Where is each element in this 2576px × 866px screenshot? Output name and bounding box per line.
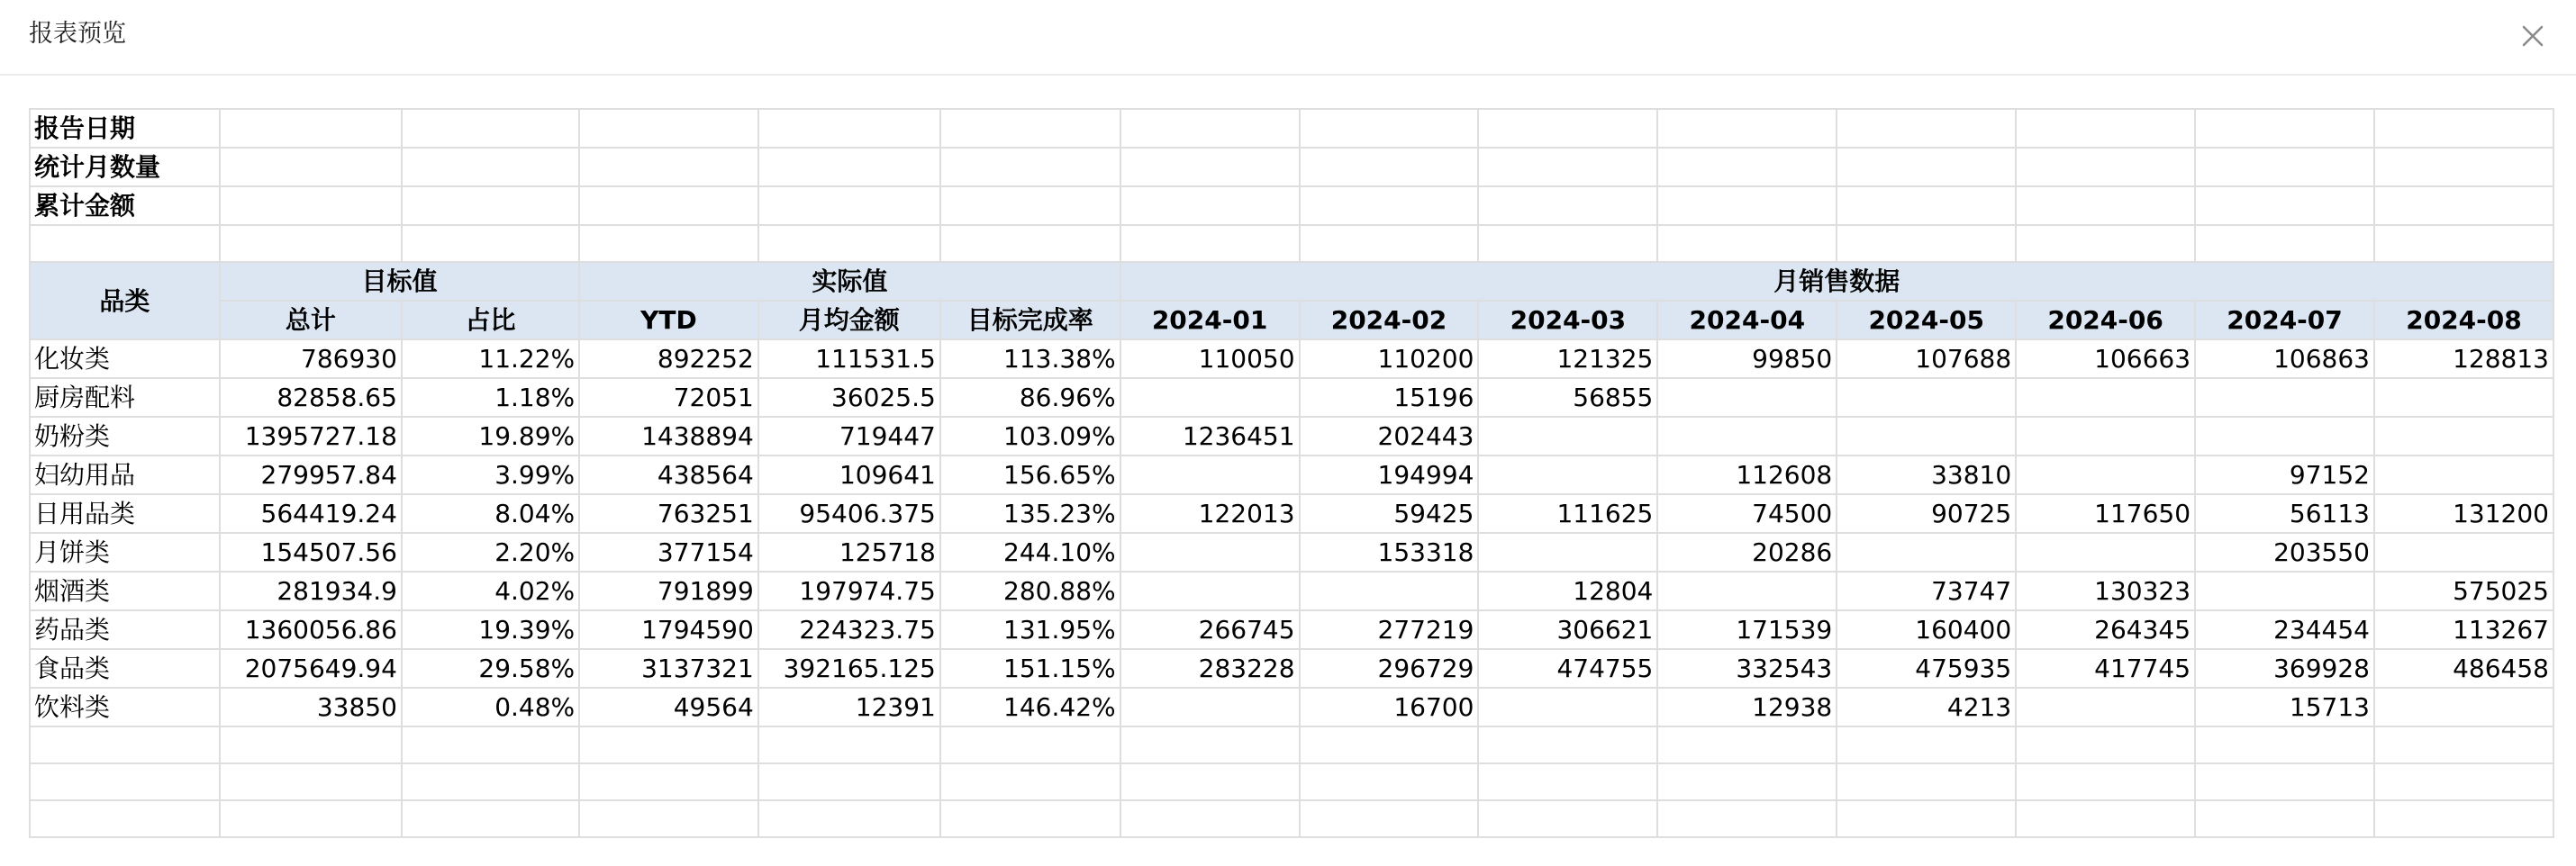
report-sheet[interactable] [29,108,2554,866]
empty-cell[interactable] [2195,109,2374,148]
month-header-6[interactable]: 2024-06 [2016,301,2195,339]
month-value-cell[interactable]: 203550 [2195,533,2374,572]
table-row [30,688,2553,726]
month-value-cell[interactable]: 110050 [1120,339,1300,378]
ytd-header[interactable]: YTD [579,301,758,339]
empty-cell[interactable] [1120,109,1300,148]
monthly-avg-cell[interactable]: 111531.5 [758,339,940,378]
empty-cell[interactable] [402,800,579,837]
empty-cell[interactable] [402,225,579,262]
ytd-cell[interactable]: 763251 [579,494,758,533]
empty-cell[interactable] [2195,800,2374,837]
month-value-cell[interactable]: 417745 [2016,649,2195,688]
completion-rate-cell[interactable]: 135.23% [940,494,1120,533]
month-count-value[interactable] [220,148,402,186]
empty-cell[interactable] [1478,800,1657,837]
total-cell[interactable]: 2075649.94 [220,649,402,688]
empty-cell[interactable] [2374,225,2553,262]
ytd-cell[interactable]: 3137321 [579,649,758,688]
month-value-cell[interactable]: 106863 [2195,339,2374,378]
empty-cell[interactable] [1120,186,1300,225]
category-cell[interactable]: 厨房配料 [30,378,220,417]
monthly-avg-cell[interactable]: 36025.5 [758,378,940,417]
table-row [30,456,2553,494]
completion-rate-cell[interactable]: 103.09% [940,417,1120,456]
empty-cell[interactable] [2016,800,2195,837]
month-value-cell[interactable]: 117650 [2016,494,2195,533]
column-header-row [30,301,2553,339]
month-header-1[interactable]: 2024-01 [1120,301,1300,339]
empty-cell[interactable] [1300,186,1479,225]
empty-cell[interactable] [1837,726,2016,763]
month-value-cell[interactable]: 575025 [2374,572,2553,610]
month-value-cell[interactable]: 112608 [1657,456,1837,494]
report-table [29,108,2554,838]
month-value-cell[interactable]: 131200 [2374,494,2553,533]
total-cell[interactable]: 1360056.86 [220,610,402,649]
summary-row-total-amount [30,186,2553,225]
monthly-avg-cell[interactable]: 197974.75 [758,572,940,610]
empty-cell[interactable] [2195,763,2374,800]
month-header-2[interactable]: 2024-02 [1300,301,1479,339]
empty-cell[interactable] [2016,186,2195,225]
completion-rate-cell[interactable]: 244.10% [940,533,1120,572]
month-value-cell[interactable]: 160400 [1837,610,2016,649]
month-value-cell[interactable] [2016,378,2195,417]
empty-cell[interactable] [579,763,758,800]
category-cell[interactable]: 奶粉类 [30,417,220,456]
spacer-row [30,225,2553,262]
empty-cell[interactable] [2374,109,2553,148]
month-value-cell[interactable]: 264345 [2016,610,2195,649]
share-cell[interactable]: 19.89% [402,417,579,456]
month-value-cell[interactable]: 107688 [1837,339,2016,378]
month-value-cell[interactable]: 16700 [1300,688,1479,726]
month-value-cell[interactable] [1478,533,1657,572]
share-header[interactable]: 占比 [402,301,579,339]
month-value-cell[interactable]: 113267 [2374,610,2553,649]
ytd-cell[interactable]: 377154 [579,533,758,572]
empty-cell[interactable] [220,225,402,262]
share-cell[interactable]: 29.58% [402,649,579,688]
empty-cell[interactable] [1837,186,2016,225]
month-value-cell[interactable]: 234454 [2195,610,2374,649]
share-cell[interactable]: 19.39% [402,610,579,649]
actual-group-header[interactable]: 实际值 [579,262,1120,301]
month-value-cell[interactable] [2374,378,2553,417]
empty-cell[interactable] [1657,763,1837,800]
empty-cell[interactable] [1657,225,1837,262]
empty-cell[interactable] [1837,109,2016,148]
month-value-cell[interactable] [1837,533,2016,572]
month-value-cell[interactable]: 121325 [1478,339,1657,378]
month-header-7[interactable]: 2024-07 [2195,301,2374,339]
month-value-cell[interactable] [2374,456,2553,494]
empty-cell[interactable] [2016,148,2195,186]
category-cell[interactable]: 日用品类 [30,494,220,533]
empty-cell[interactable] [1300,800,1479,837]
share-cell[interactable]: 4.02% [402,572,579,610]
table-row [30,610,2553,649]
table-row [30,533,2553,572]
ytd-cell[interactable]: 1794590 [579,610,758,649]
month-value-cell[interactable] [2016,688,2195,726]
month-value-cell[interactable]: 475935 [1837,649,2016,688]
empty-cell[interactable] [1300,109,1479,148]
share-cell[interactable]: 2.20% [402,533,579,572]
empty-cell[interactable] [402,763,579,800]
empty-cell[interactable] [758,763,940,800]
month-value-cell[interactable]: 12804 [1478,572,1657,610]
month-value-cell[interactable]: 296729 [1300,649,1479,688]
empty-cell[interactable] [2016,763,2195,800]
table-row [30,649,2553,688]
completion-rate-cell[interactable]: 151.15% [940,649,1120,688]
category-cell[interactable]: 食品类 [30,649,220,688]
month-value-cell[interactable]: 111625 [1478,494,1657,533]
empty-cell[interactable] [1120,225,1300,262]
summary-cell[interactable] [402,109,579,148]
month-value-cell[interactable]: 277219 [1300,610,1479,649]
completion-rate-cell[interactable]: 156.65% [940,456,1120,494]
table-row [30,417,2553,456]
empty-cell[interactable] [940,763,1120,800]
ytd-cell[interactable]: 791899 [579,572,758,610]
month-value-cell[interactable]: 202443 [1300,417,1479,456]
completion-rate-cell[interactable]: 146.42% [940,688,1120,726]
empty-cell[interactable] [579,800,758,837]
empty-cell[interactable] [2374,763,2553,800]
total-cell[interactable]: 279957.84 [220,456,402,494]
month-value-cell[interactable] [1120,456,1300,494]
summary-row-report-date [30,109,2553,148]
completion-rate-cell[interactable]: 280.88% [940,572,1120,610]
report-date-value[interactable] [220,109,402,148]
empty-cell[interactable] [220,726,402,763]
month-value-cell[interactable] [2195,417,2374,456]
share-cell[interactable]: 3.99% [402,456,579,494]
empty-cell[interactable] [2195,148,2374,186]
empty-cell[interactable] [402,726,579,763]
total-amount-label: 累计金额 [30,186,220,225]
empty-cell[interactable] [579,186,758,225]
month-value-cell[interactable] [1120,572,1300,610]
empty-cell[interactable] [1478,109,1657,148]
month-value-cell[interactable] [2374,533,2553,572]
monthly-avg-cell[interactable]: 95406.375 [758,494,940,533]
empty-cell[interactable] [758,726,940,763]
group-header-row [30,262,2553,301]
month-value-cell[interactable]: 12938 [1657,688,1837,726]
month-value-cell[interactable] [1478,456,1657,494]
total-cell[interactable]: 82858.65 [220,378,402,417]
empty-cell[interactable] [2195,726,2374,763]
empty-cell[interactable] [1837,800,2016,837]
total-cell[interactable]: 786930 [220,339,402,378]
total-cell[interactable]: 281934.9 [220,572,402,610]
empty-cell[interactable] [1478,726,1657,763]
month-value-cell[interactable]: 4213 [1837,688,2016,726]
completion-rate-cell[interactable]: 113.38% [940,339,1120,378]
summary-cell[interactable] [402,186,579,225]
monthly-avg-cell[interactable]: 109641 [758,456,940,494]
completion-rate-header[interactable]: 目标完成率 [940,301,1120,339]
empty-cell[interactable] [579,225,758,262]
completion-rate-cell[interactable]: 86.96% [940,378,1120,417]
empty-cell[interactable] [940,800,1120,837]
total-cell[interactable]: 564419.24 [220,494,402,533]
completion-rate-cell[interactable]: 131.95% [940,610,1120,649]
empty-cell[interactable] [1657,186,1837,225]
empty-cell[interactable] [2016,225,2195,262]
month-value-cell[interactable]: 486458 [2374,649,2553,688]
empty-cell[interactable] [2374,800,2553,837]
empty-cell[interactable] [1120,800,1300,837]
category-cell[interactable]: 烟酒类 [30,572,220,610]
month-value-cell[interactable]: 128813 [2374,339,2553,378]
month-value-cell[interactable]: 106663 [2016,339,2195,378]
empty-cell[interactable] [1837,763,2016,800]
table-row [30,572,2553,610]
empty-cell[interactable] [758,800,940,837]
total-cell[interactable]: 33850 [220,688,402,726]
empty-row [30,763,2553,800]
month-count-label: 统计月数量 [30,148,220,186]
summary-row-month-count [30,148,2553,186]
month-value-cell[interactable]: 332543 [1657,649,1837,688]
empty-cell[interactable] [1657,800,1837,837]
month-value-cell[interactable]: 369928 [2195,649,2374,688]
empty-cell[interactable] [1300,763,1479,800]
empty-cell[interactable] [2195,225,2374,262]
empty-cell[interactable] [220,763,402,800]
empty-cell[interactable] [1657,726,1837,763]
ytd-cell[interactable]: 49564 [579,688,758,726]
month-value-cell[interactable]: 194994 [1300,456,1479,494]
monthly-avg-cell[interactable]: 125718 [758,533,940,572]
share-cell[interactable]: 0.48% [402,688,579,726]
month-value-cell[interactable] [1657,378,1837,417]
total-cell[interactable]: 1395727.18 [220,417,402,456]
monthly-group-header[interactable]: 月销售数据 [1120,262,2553,301]
month-value-cell[interactable]: 99850 [1657,339,1837,378]
empty-cell[interactable] [1120,148,1300,186]
monthly-avg-cell[interactable]: 392165.125 [758,649,940,688]
empty-cell[interactable] [579,726,758,763]
month-value-cell[interactable]: 306621 [1478,610,1657,649]
month-value-cell[interactable] [2016,456,2195,494]
month-value-cell[interactable]: 97152 [2195,456,2374,494]
empty-cell[interactable] [579,109,758,148]
month-value-cell[interactable]: 110200 [1300,339,1479,378]
empty-cell[interactable] [2374,726,2553,763]
monthly-avg-cell[interactable]: 719447 [758,417,940,456]
summary-cell[interactable] [402,148,579,186]
category-cell[interactable]: 饮料类 [30,688,220,726]
month-value-cell[interactable] [1120,378,1300,417]
empty-cell[interactable] [30,800,220,837]
month-value-cell[interactable]: 15196 [1300,378,1479,417]
empty-cell[interactable] [2374,186,2553,225]
category-cell[interactable]: 月饼类 [30,533,220,572]
month-value-cell[interactable]: 474755 [1478,649,1657,688]
empty-cell[interactable] [1657,109,1837,148]
empty-cell[interactable] [579,148,758,186]
empty-cell[interactable] [1300,225,1479,262]
dialog-title: 报表预览 [29,20,126,48]
category-cell[interactable]: 妇幼用品 [30,456,220,494]
target-group-header[interactable]: 目标值 [220,262,579,301]
share-cell[interactable]: 8.04% [402,494,579,533]
month-value-cell[interactable]: 266745 [1120,610,1300,649]
month-value-cell[interactable] [2016,533,2195,572]
month-value-cell[interactable]: 153318 [1300,533,1479,572]
category-cell[interactable]: 化妆类 [30,339,220,378]
total-amount-value[interactable] [220,186,402,225]
empty-cell[interactable] [940,726,1120,763]
month-value-cell[interactable] [1837,378,2016,417]
empty-cell[interactable] [1300,148,1479,186]
empty-cell[interactable] [1300,726,1479,763]
empty-cell[interactable] [1657,148,1837,186]
month-value-cell[interactable] [1478,417,1657,456]
table-row [30,494,2553,533]
month-value-cell[interactable] [2374,688,2553,726]
month-value-cell[interactable]: 73747 [1837,572,2016,610]
empty-cell[interactable] [940,109,1120,148]
month-value-cell[interactable]: 56855 [1478,378,1657,417]
dialog-header [0,0,2576,76]
share-cell[interactable]: 11.22% [402,339,579,378]
empty-cell[interactable] [1837,225,2016,262]
empty-cell[interactable] [1478,186,1657,225]
month-value-cell[interactable]: 56113 [2195,494,2374,533]
empty-cell[interactable] [758,225,940,262]
month-value-cell[interactable] [1478,688,1657,726]
month-value-cell[interactable]: 59425 [1300,494,1479,533]
month-value-cell[interactable]: 130323 [2016,572,2195,610]
month-header-3[interactable]: 2024-03 [1478,301,1657,339]
report-date-label: 报告日期 [30,109,220,148]
month-value-cell[interactable]: 90725 [1837,494,2016,533]
month-value-cell[interactable]: 15713 [2195,688,2374,726]
empty-cell[interactable] [1837,148,2016,186]
month-value-cell[interactable] [1120,688,1300,726]
month-value-cell[interactable] [2195,572,2374,610]
month-value-cell[interactable] [1837,417,2016,456]
month-value-cell[interactable]: 171539 [1657,610,1837,649]
ytd-cell[interactable]: 1438894 [579,417,758,456]
empty-cell[interactable] [1120,763,1300,800]
month-value-cell[interactable] [2374,417,2553,456]
empty-cell[interactable] [940,186,1120,225]
month-value-cell[interactable]: 122013 [1120,494,1300,533]
empty-cell[interactable] [2016,109,2195,148]
empty-cell[interactable] [2195,186,2374,225]
close-button[interactable] [2517,20,2549,52]
empty-cell[interactable] [940,225,1120,262]
empty-cell[interactable] [758,186,940,225]
empty-cell[interactable] [1120,726,1300,763]
ytd-cell[interactable]: 438564 [579,456,758,494]
empty-cell[interactable] [758,109,940,148]
month-value-cell[interactable]: 20286 [1657,533,1837,572]
empty-row [30,726,2553,763]
ytd-cell[interactable]: 72051 [579,378,758,417]
empty-row [30,800,2553,837]
share-cell[interactable]: 1.18% [402,378,579,417]
table-row [30,339,2553,378]
total-header[interactable]: 总计 [220,301,402,339]
empty-cell[interactable] [30,726,220,763]
month-value-cell[interactable]: 1236451 [1120,417,1300,456]
category-cell[interactable]: 药品类 [30,610,220,649]
month-value-cell[interactable] [1120,533,1300,572]
empty-cell[interactable] [758,148,940,186]
empty-cell[interactable] [220,800,402,837]
month-value-cell[interactable] [1300,572,1479,610]
monthly-avg-header[interactable]: 月均金额 [758,301,940,339]
empty-cell[interactable] [1478,763,1657,800]
empty-cell[interactable] [1478,225,1657,262]
empty-cell[interactable] [940,148,1120,186]
monthly-avg-cell[interactable]: 224323.75 [758,610,940,649]
month-header-8[interactable]: 2024-08 [2374,301,2553,339]
empty-cell[interactable] [1478,148,1657,186]
month-value-cell[interactable] [1657,417,1837,456]
table-row [30,378,2553,417]
month-value-cell[interactable] [2195,378,2374,417]
empty-cell[interactable] [2016,726,2195,763]
month-value-cell[interactable]: 33810 [1837,456,2016,494]
month-header-5[interactable]: 2024-05 [1837,301,2016,339]
month-value-cell[interactable] [2016,417,2195,456]
month-value-cell[interactable]: 283228 [1120,649,1300,688]
empty-cell[interactable] [30,225,220,262]
empty-cell[interactable] [2374,148,2553,186]
monthly-avg-cell[interactable]: 12391 [758,688,940,726]
empty-cell[interactable] [30,763,220,800]
month-header-4[interactable]: 2024-04 [1657,301,1837,339]
ytd-cell[interactable]: 892252 [579,339,758,378]
month-value-cell[interactable]: 74500 [1657,494,1837,533]
month-value-cell[interactable] [1657,572,1837,610]
category-header[interactable]: 品类 [30,262,220,339]
close-icon [2517,20,2549,52]
total-cell[interactable]: 154507.56 [220,533,402,572]
